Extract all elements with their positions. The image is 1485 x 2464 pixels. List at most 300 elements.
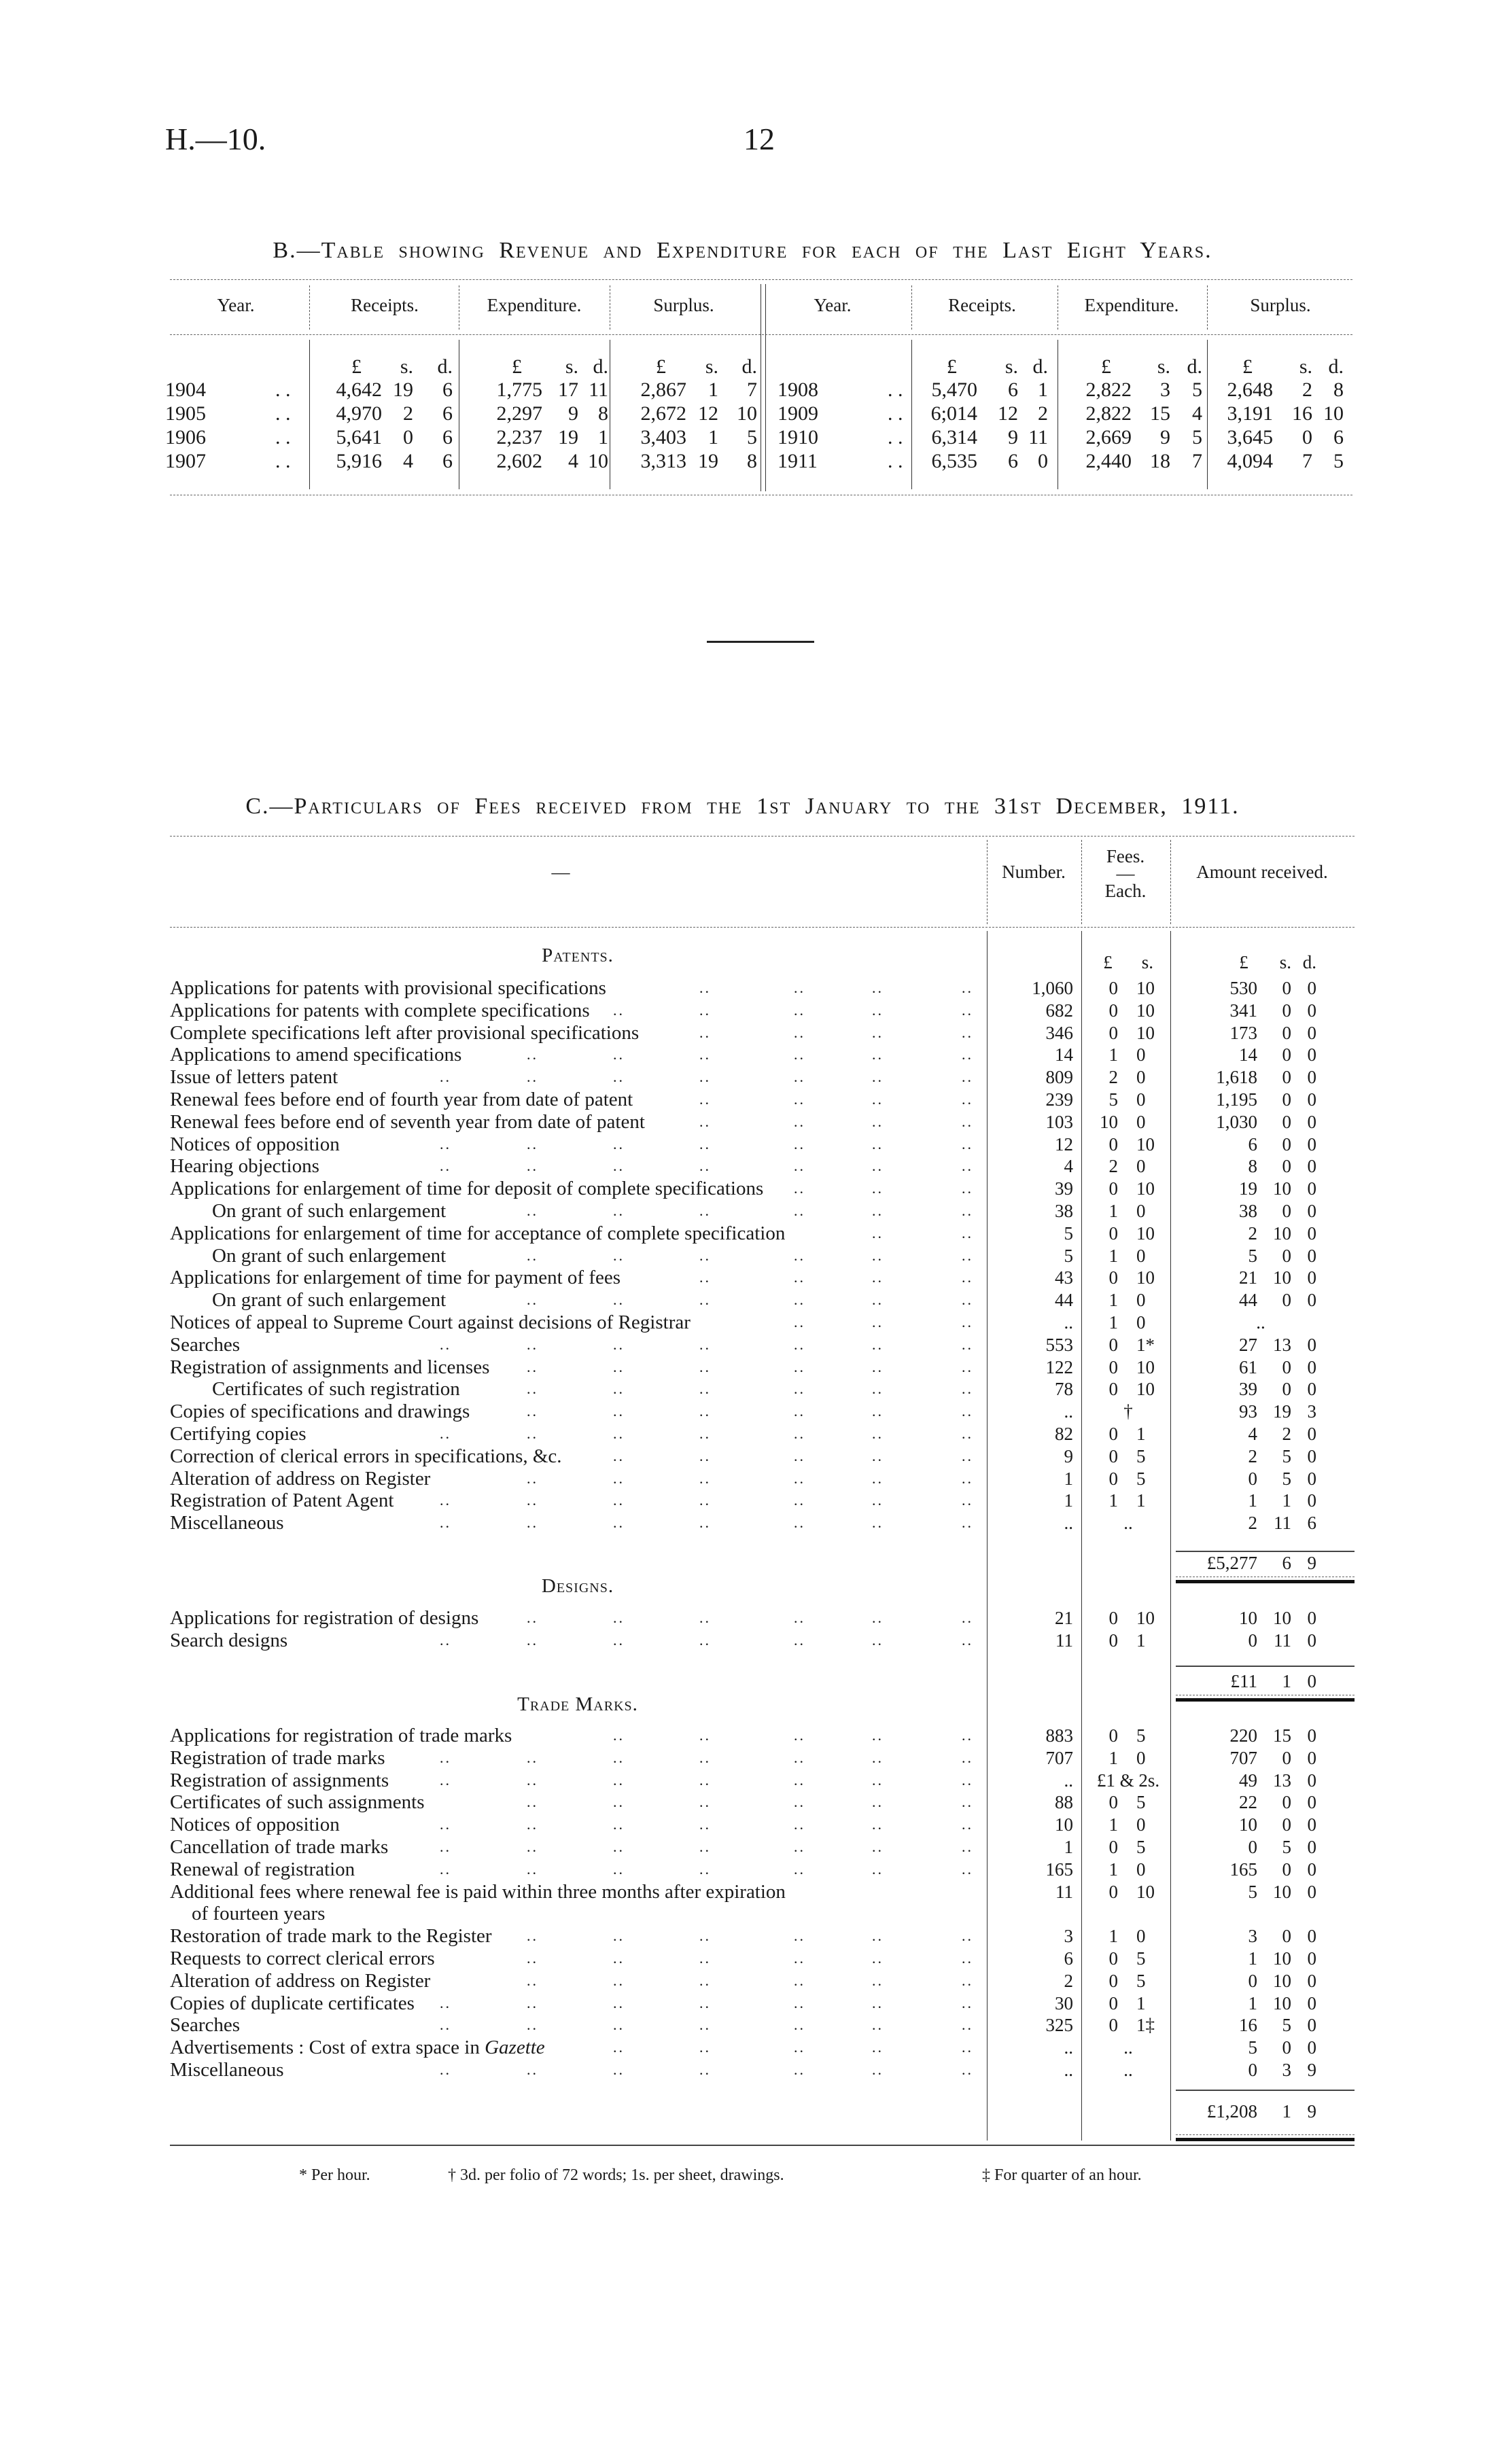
amount-pounds-cell: 27 <box>1239 1334 1257 1355</box>
dot-leader-icon: .. <box>613 2016 625 2034</box>
fee-shillings-cell: 5 <box>1136 1445 1146 1466</box>
expenditure-shillings-cell: 4 <box>568 450 578 472</box>
receipts-shillings-cell: 12 <box>998 402 1018 425</box>
row-label <box>170 1948 435 1970</box>
amount-pence-cell: 0 <box>1307 1245 1316 1266</box>
row-label <box>170 1022 639 1044</box>
dot-leader-icon: .. <box>527 1046 538 1063</box>
expenditure-pence-cell: 7 <box>1192 450 1202 472</box>
dot-leader-icon: .. <box>872 1492 884 1509</box>
dot-leader-icon: .. <box>872 1838 884 1855</box>
dot-leader-icon: .. <box>613 1068 625 1086</box>
dot-leader-icon: .. <box>962 1492 973 1509</box>
dot-leader-icon: .. <box>527 1816 538 1833</box>
amount-pence-cell: 0 <box>1307 1178 1316 1199</box>
total-pounds: £5,277 <box>1206 1553 1257 1573</box>
amount-shillings-cell: 13 <box>1273 1770 1291 1791</box>
amount-pounds-cell: 93 <box>1239 1401 1257 1422</box>
dot-leader-icon: .. <box>794 1771 805 1789</box>
amount-shillings-cell: 0 <box>1282 1201 1291 1221</box>
fee-pounds-cell: 0 <box>1108 2015 1118 2036</box>
table-row <box>0 1814 1485 1836</box>
amount-pence-cell: 0 <box>1307 2015 1316 2036</box>
column-header-surplus: Surplus. <box>653 295 714 315</box>
expenditure-pence-cell: 1 <box>598 426 608 448</box>
fee-pounds-cell: 0 <box>1108 978 1118 998</box>
row-label <box>212 1245 446 1267</box>
amount-pounds-cell: 8 <box>1248 1156 1257 1177</box>
row-label <box>170 1044 461 1066</box>
expenditure-pence-cell: 8 <box>598 402 608 425</box>
dot-leader-icon: .. <box>440 1748 451 1766</box>
dot-leader-icon: .. <box>440 1068 451 1086</box>
row-label <box>170 1312 691 1334</box>
number-cell: 6 <box>1064 1948 1073 1969</box>
amount-pounds-cell: 0 <box>1248 1837 1257 1857</box>
amount-pence-cell: 0 <box>1307 1356 1316 1377</box>
row-label <box>170 1881 786 1903</box>
number-cell: 39 <box>1055 1178 1073 1199</box>
table-row <box>0 1000 1485 1022</box>
fee-pounds-cell: 1 <box>1108 1201 1118 1221</box>
dot-leader-icon: .. <box>699 1771 711 1789</box>
expenditure-pence-cell: 5 <box>1192 426 1202 448</box>
fee-pounds-cell: 0 <box>1108 1334 1118 1355</box>
row-label-text: Restoration of trade mark to the Register <box>170 1925 492 1948</box>
dot-leader-icon: .. <box>699 1816 711 1833</box>
number-cell: 122 <box>1045 1356 1073 1377</box>
expenditure-pence-cell: 11 <box>589 379 608 401</box>
table-row <box>0 1992 1485 2015</box>
column-header-expenditure: Expenditure. <box>1084 295 1179 315</box>
amount-pounds-cell: 0 <box>1248 1630 1257 1651</box>
row-label-text: On grant of such enlargement <box>212 1200 447 1222</box>
row-label-text: Renewal fees before end of seventh year from date of patent <box>170 1110 645 1133</box>
dot-leader-icon: .. <box>962 1358 973 1375</box>
dot-leader-icon: .. <box>613 1246 625 1264</box>
amount-text-cell: .. <box>1256 1312 1265 1333</box>
dot-leader-icon: .. <box>613 1793 625 1811</box>
dot-leader-icon: .. <box>872 1135 884 1152</box>
row-label <box>170 1401 470 1423</box>
amount-pounds-cell: 530 <box>1229 978 1257 998</box>
row-label-text: Applications for patents with provisional specifications <box>170 977 606 999</box>
row-label-text: Registration of assignments and licenses <box>170 1356 490 1378</box>
fee-pounds-cell: 1 <box>1108 1312 1118 1333</box>
dot-leader-icon: .. <box>440 1335 451 1353</box>
amount-shillings-cell: 10 <box>1273 1992 1291 2013</box>
dot-leader-icon: .. <box>962 1314 973 1331</box>
fee-pounds-cell: 0 <box>1108 1424 1118 1444</box>
column-divider <box>987 840 988 924</box>
dot-leader-icon: .. <box>699 1269 711 1286</box>
row-label <box>170 1445 562 1468</box>
fee-shillings-cell: 10 <box>1136 1022 1155 1043</box>
number-cell: 5 <box>1064 1222 1073 1244</box>
dot-leader-icon: .. <box>962 1224 973 1242</box>
row-label <box>170 2037 545 2059</box>
fee-pounds-cell: 0 <box>1108 1178 1118 1199</box>
dot-leader-icon: . . <box>888 426 903 448</box>
table-row <box>0 1468 1485 1490</box>
column-header-year: Year. <box>217 295 255 315</box>
dot-leader-icon: .. <box>699 1793 711 1811</box>
dot-leader-icon: .. <box>440 2061 451 2078</box>
number-cell: 809 <box>1045 1067 1073 1088</box>
fee-shillings-cell: 0 <box>1136 1926 1146 1947</box>
amount-pence-cell: 0 <box>1307 1770 1316 1791</box>
total-double-rule <box>1176 2134 1355 2135</box>
column-divider <box>911 340 912 489</box>
row-label-text: Registration of Patent Agent <box>170 1490 394 1512</box>
dot-leader-icon: .. <box>794 1860 805 1878</box>
dot-leader-icon: .. <box>527 1068 538 1086</box>
section-total-row <box>0 1670 1485 1693</box>
dot-leader-icon: .. <box>962 1112 973 1130</box>
amount-pence-cell: 0 <box>1307 1445 1316 1466</box>
surplus-pence-cell: 8 <box>1333 379 1344 401</box>
dot-leader-icon: .. <box>699 979 711 996</box>
dot-leader-icon: .. <box>872 2061 884 2078</box>
amount-pounds-cell: 1,618 <box>1216 1067 1257 1088</box>
fee-pounds-cell: 0 <box>1108 1379 1118 1400</box>
amount-shillings-cell: 3 <box>1282 2060 1291 2080</box>
fee-pounds-cell: 1 <box>1108 1245 1118 1266</box>
unit-pounds: £ <box>947 355 957 378</box>
amount-pounds-cell: 1 <box>1248 1992 1257 2013</box>
expenditure-shillings-cell: 15 <box>1150 402 1170 425</box>
dot-leader-icon: .. <box>872 1425 884 1442</box>
amount-shillings-cell: 0 <box>1282 1290 1291 1311</box>
dot-leader-icon: .. <box>613 1927 625 1945</box>
dot-leader-icon: .. <box>440 1135 451 1152</box>
surplus-shillings-cell: 12 <box>698 402 718 425</box>
table-row <box>0 1267 1485 1289</box>
amount-pounds-cell: 165 <box>1229 1859 1257 1880</box>
number-cell: 38 <box>1055 1201 1073 1221</box>
surplus-pounds-cell: 2,867 <box>640 379 686 401</box>
amount-pounds-cell: 707 <box>1229 1747 1257 1768</box>
dot-leader-icon: .. <box>962 1246 973 1264</box>
amount-shillings-cell: 0 <box>1282 1044 1291 1066</box>
surplus-pence-cell: 6 <box>1333 426 1344 448</box>
column-header-expenditure: Expenditure. <box>487 295 582 315</box>
amount-pounds-cell: 0 <box>1248 1468 1257 1489</box>
fee-pounds-cell: 0 <box>1108 1267 1118 1288</box>
section-heading: Patents. <box>542 945 614 966</box>
amount-pounds-cell: 44 <box>1239 1290 1257 1311</box>
dot-leader-icon: .. <box>613 1994 625 2011</box>
surplus-shillings-cell: 0 <box>1302 426 1312 448</box>
table-row <box>0 1490 1485 1512</box>
fee-shillings-cell: 10 <box>1136 1000 1155 1021</box>
dot-leader-icon: .. <box>613 1157 625 1175</box>
table-row <box>0 1111 1485 1133</box>
amount-pence-cell: 0 <box>1307 1926 1316 1947</box>
expenditure-shillings-cell: 17 <box>558 379 578 401</box>
dot-leader-icon: .. <box>613 1135 625 1152</box>
amount-pounds-cell: 38 <box>1239 1201 1257 1221</box>
section-heading: Designs. <box>541 1575 614 1597</box>
dot-leader-icon: .. <box>794 1609 805 1626</box>
unit-shillings: s. <box>705 355 718 378</box>
dot-leader-icon: .. <box>527 1291 538 1309</box>
amount-pence-cell: 0 <box>1307 1201 1316 1221</box>
table-row <box>0 1607 1485 1630</box>
number-cell: 12 <box>1055 1133 1073 1155</box>
amount-shillings-cell: 1 <box>1282 1490 1291 1511</box>
dot-leader-icon: .. <box>872 1860 884 1878</box>
dot-leader-icon: .. <box>613 1469 625 1487</box>
unit-pence: d. <box>1187 355 1202 378</box>
dot-leader-icon: .. <box>794 2039 805 2056</box>
dot-leader-icon: .. <box>613 1335 625 1353</box>
fee-pounds-cell: 1 <box>1108 1044 1118 1066</box>
fee-shillings-cell: 0 <box>1136 1067 1146 1088</box>
amount-pence-cell: 0 <box>1307 1022 1316 1043</box>
dot-leader-icon: .. <box>962 2016 973 2034</box>
dot-leader-icon: .. <box>872 1335 884 1353</box>
amount-shillings-cell: 0 <box>1282 1356 1291 1377</box>
dot-leader-icon: .. <box>699 1246 711 1264</box>
dot-leader-icon: .. <box>962 1180 973 1197</box>
amount-pounds-cell: 16 <box>1239 2015 1257 2036</box>
amount-shillings-cell: 19 <box>1273 1401 1291 1422</box>
amount-shillings-cell: 0 <box>1282 1156 1291 1177</box>
surplus-pounds-cell: 3,191 <box>1227 402 1273 425</box>
dot-leader-icon: .. <box>962 1793 973 1811</box>
amount-shillings-cell: 5 <box>1282 1468 1291 1489</box>
section-total-row <box>0 1552 1485 1574</box>
fee-shillings-cell: 1‡ <box>1136 2015 1155 2036</box>
dot-leader-icon: .. <box>872 1224 884 1242</box>
dot-leader-icon: .. <box>872 1157 884 1175</box>
total-pounds: £11 <box>1230 1671 1257 1691</box>
dot-leader-icon: .. <box>872 1971 884 1989</box>
dot-leader-icon: .. <box>872 1748 884 1766</box>
fee-shillings-cell: 1 <box>1136 1992 1146 2013</box>
dot-leader-icon: .. <box>527 1335 538 1353</box>
amount-pence-cell: 0 <box>1307 1334 1316 1355</box>
amount-pounds-cell: 1,030 <box>1216 1111 1257 1132</box>
dot-leader-icon: .. <box>872 1793 884 1811</box>
dot-leader-icon: .. <box>527 1793 538 1811</box>
fee-shillings-cell: 0 <box>1136 1859 1146 1880</box>
subtotal-rule <box>1176 1666 1355 1667</box>
section-separator <box>707 641 814 643</box>
dot-leader-icon: .. <box>794 1971 805 1989</box>
surplus-pence-cell: 10 <box>1323 402 1344 425</box>
dot-leader-icon: .. <box>794 1631 805 1649</box>
dot-leader-icon: .. <box>527 1950 538 1967</box>
footnote-per-folio: † 3d. per folio of 72 words; 1s. per sheet, drawings. <box>448 2166 784 2184</box>
dot-leader-icon: .. <box>440 1492 451 1509</box>
fee-pounds-cell: 5 <box>1108 1089 1118 1110</box>
unit-pounds: £ <box>1242 355 1253 378</box>
fee-shillings-cell: 10 <box>1136 1356 1155 1377</box>
dot-leader-icon: .. <box>699 2016 711 2034</box>
unit-shillings: s. <box>1299 355 1312 378</box>
amount-pence-cell: 0 <box>1307 1000 1316 1021</box>
surplus-pence-cell: 7 <box>747 379 757 401</box>
row-label-text: Searches <box>170 2014 241 2037</box>
amount-pence-cell: 0 <box>1307 1881 1316 1902</box>
dot-leader-icon: .. <box>794 1748 805 1766</box>
fee-pounds-cell: 1 <box>1108 1926 1118 1947</box>
dot-leader-icon: .. <box>794 1816 805 1833</box>
dot-leader-icon: .. <box>794 2016 805 2034</box>
year-cell: 1910 <box>778 426 818 448</box>
amount-pence-cell: 0 <box>1307 1792 1316 1813</box>
dot-leader-icon: .. <box>527 1135 538 1152</box>
row-label-text: Search designs <box>170 1629 288 1651</box>
amount-shillings-cell: 0 <box>1282 1245 1291 1266</box>
column-header-amount: Amount received. <box>1196 862 1328 882</box>
amount-pounds-cell: 6 <box>1248 1133 1257 1155</box>
number-cell: 1 <box>1064 1468 1073 1489</box>
number-cell: 44 <box>1055 1290 1073 1311</box>
dot-leader-icon: .. <box>872 979 884 996</box>
fee-pounds-cell: 1 <box>1108 1290 1118 1311</box>
amount-pounds-cell: 61 <box>1239 1356 1257 1377</box>
fee-pounds-cell: 0 <box>1108 1970 1118 1991</box>
surplus-pence-cell: 10 <box>737 402 757 425</box>
row-label-text: Certificates of such assignments <box>170 1791 425 1814</box>
row-label <box>170 977 606 1000</box>
dot-leader-icon: .. <box>527 1514 538 1532</box>
year-cell: 1908 <box>778 379 818 401</box>
table-row <box>0 1836 1485 1859</box>
unit-shillings: s. <box>1004 355 1018 378</box>
dot-leader-icon: .. <box>794 1112 805 1130</box>
dot-leader-icon: .. <box>962 1469 973 1487</box>
dot-leader-icon: .. <box>872 1380 884 1398</box>
expenditure-shillings-cell: 3 <box>1160 379 1170 401</box>
dot-leader-icon: .. <box>527 1246 538 1264</box>
fee-shillings-cell: 0 <box>1136 1044 1146 1066</box>
row-label-text: Copies of specifications and drawings <box>170 1401 470 1423</box>
row-label <box>170 1133 340 1156</box>
dot-leader-icon: .. <box>527 1838 538 1855</box>
table-row <box>0 1044 1485 1066</box>
column-divider <box>309 340 310 489</box>
amount-pence-cell: 0 <box>1307 1725 1316 1746</box>
dot-leader-icon: .. <box>613 1380 625 1398</box>
amount-pence-cell: 0 <box>1307 1747 1316 1768</box>
dot-leader-icon: .. <box>794 1023 805 1041</box>
row-label-text: of fourteen years <box>192 1903 326 1925</box>
row-label <box>170 1607 478 1630</box>
fee-pounds-cell: 0 <box>1108 1837 1118 1857</box>
fee-shillings-cell: 10 <box>1136 978 1155 998</box>
dot-leader-icon: .. <box>699 1380 711 1398</box>
column-header-receipts: Receipts. <box>351 295 419 315</box>
dot-leader-icon: .. <box>794 1046 805 1063</box>
amount-pounds-cell: 19 <box>1239 1178 1257 1199</box>
expenditure-shillings-cell: 19 <box>558 426 578 448</box>
dot-leader-icon: .. <box>794 1727 805 1744</box>
dot-leader-icon: .. <box>527 1358 538 1375</box>
dot-leader-icon: .. <box>872 1609 884 1626</box>
table-row <box>0 1903 1485 1925</box>
fee-shillings-cell: 1 <box>1136 1630 1146 1651</box>
dot-leader-icon: .. <box>962 1269 973 1286</box>
dot-leader-icon: .. <box>440 1994 451 2011</box>
amount-shillings-cell: 0 <box>1282 1814 1291 1835</box>
dot-leader-icon: .. <box>962 1425 973 1442</box>
column-header-each: Each. <box>1104 881 1147 901</box>
dot-leader-icon: .. <box>872 1631 884 1649</box>
fee-shillings-cell: 10 <box>1136 1178 1155 1199</box>
amount-pounds-cell: 5 <box>1248 1245 1257 1266</box>
dot-leader-icon: .. <box>872 1358 884 1375</box>
amount-pounds-cell: 341 <box>1229 1000 1257 1021</box>
dot-leader-icon: .. <box>699 1631 711 1649</box>
row-label <box>170 1155 319 1178</box>
receipts-pence-cell: 6 <box>442 426 453 448</box>
dot-leader-icon: .. <box>699 1001 711 1019</box>
dot-leader-icon: .. <box>699 1291 711 1309</box>
amount-pounds-cell: 49 <box>1239 1770 1257 1791</box>
amount-pence-cell: 0 <box>1307 1379 1316 1400</box>
fee-shillings-cell: 0 <box>1136 1201 1146 1221</box>
dot-leader-icon: .. <box>962 2039 973 2056</box>
dot-leader-icon: .. <box>794 1927 805 1945</box>
dot-leader-icon: .. <box>794 1994 805 2011</box>
amount-shillings-cell: 0 <box>1282 1089 1291 1110</box>
amount-shillings-cell: 10 <box>1273 1608 1291 1628</box>
dot-leader-icon: .. <box>440 1631 451 1649</box>
total-double-rule <box>1176 2138 1355 2141</box>
amount-shillings-cell: 0 <box>1282 1792 1291 1813</box>
amount-pence-cell: 0 <box>1307 1044 1316 1066</box>
dot-leader-icon: .. <box>794 1068 805 1086</box>
row-label-text: Requests to correct clerical errors <box>170 1948 435 1969</box>
fee-pounds-cell: 1 <box>1108 1859 1118 1880</box>
table-c-title: C.—Particulars of Fees received from the 1st January to the 31st December, 1911. <box>245 794 1240 819</box>
dot-leader-icon: .. <box>962 1447 973 1464</box>
dot-leader-icon: .. <box>440 2016 451 2034</box>
fee-shillings-cell: 10 <box>1136 1222 1155 1244</box>
dot-leader-icon: .. <box>613 2039 625 2056</box>
column-divider <box>1207 285 1208 330</box>
amount-pence-cell: 0 <box>1307 1222 1316 1244</box>
dot-leader-icon: .. <box>794 1492 805 1509</box>
row-label <box>170 1222 785 1245</box>
fee-text-cell: .. <box>1123 1513 1133 1534</box>
fee-shillings-cell: 5 <box>1136 1948 1146 1969</box>
fee-text-cell: .. <box>1123 2037 1133 2058</box>
amount-shillings-cell: 0 <box>1282 1022 1291 1043</box>
dot-leader-icon: .. <box>794 1793 805 1811</box>
row-label <box>170 1000 590 1022</box>
amount-pounds-cell: 10 <box>1239 1608 1257 1628</box>
dot-leader-icon: .. <box>527 1927 538 1945</box>
row-label-text: Additional fees where renewal fee is paid within three months after expiration <box>170 1880 786 1903</box>
dot-leader-icon: .. <box>699 1068 711 1086</box>
expenditure-shillings-cell: 18 <box>1150 450 1170 472</box>
table-row <box>0 1512 1485 1534</box>
expenditure-pounds-cell: 2,602 <box>496 450 542 472</box>
dot-leader-icon: .. <box>962 1135 973 1152</box>
amount-shillings-cell: 0 <box>1282 1859 1291 1880</box>
row-label-text: Certifying copies <box>170 1423 307 1445</box>
dot-leader-icon: .. <box>699 1994 711 2011</box>
amount-shillings-cell: 10 <box>1273 1178 1291 1199</box>
row-label-text: Correction of clerical errors in specifications, &c. <box>170 1445 562 1467</box>
amount-unit-pounds: £ <box>1239 952 1248 972</box>
row-label-text: Alteration of address on Register <box>170 1467 431 1490</box>
